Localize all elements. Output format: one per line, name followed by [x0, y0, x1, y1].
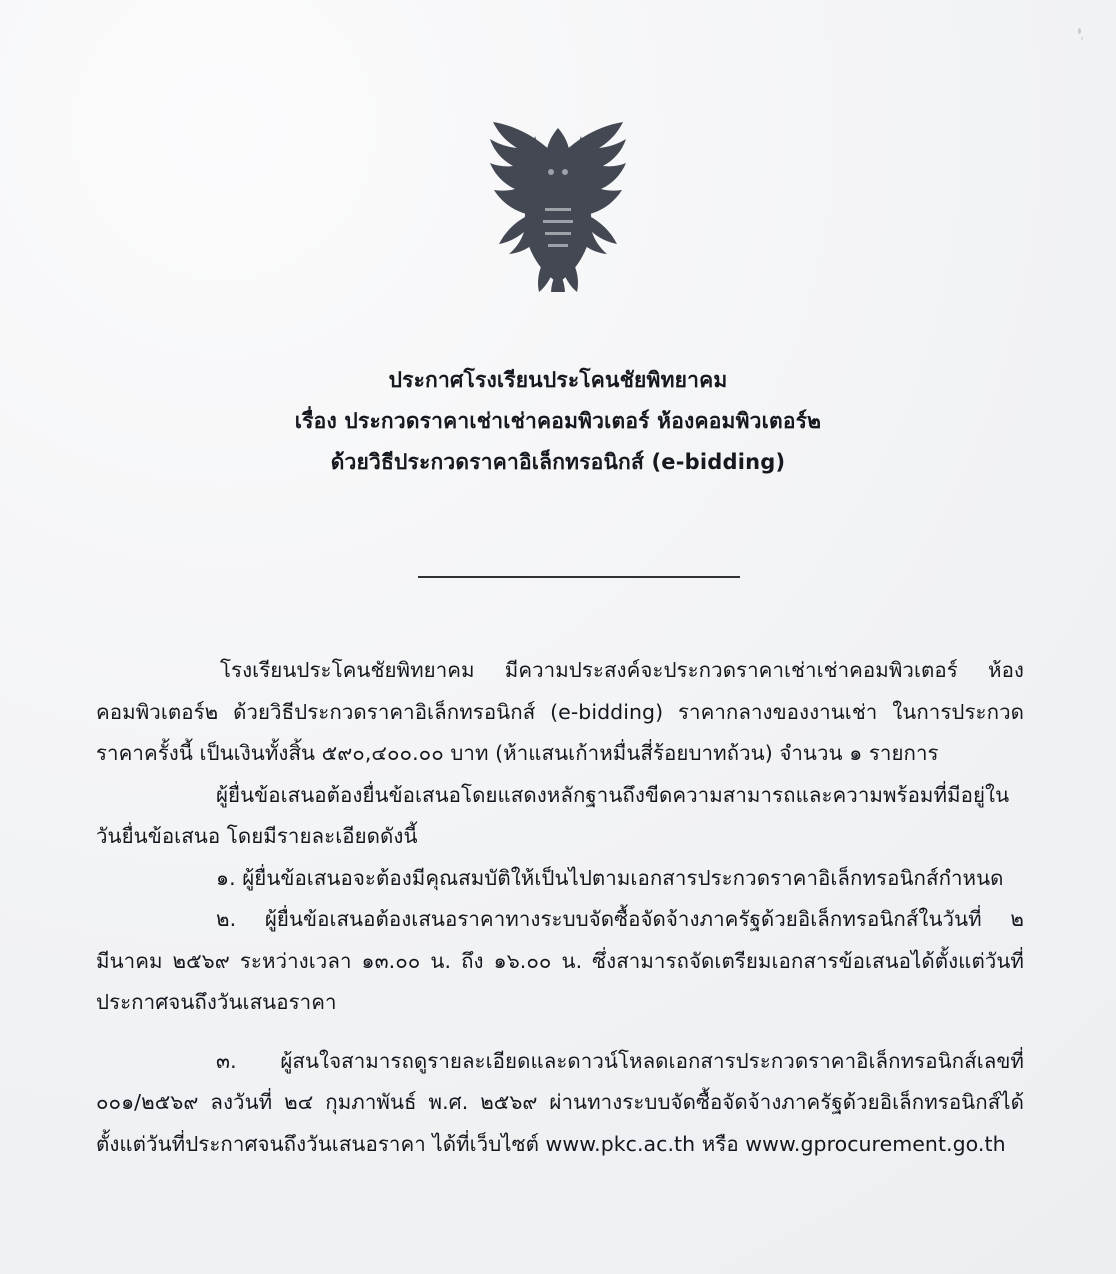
heading-line-3: ด้วยวิธีประกวดราคาอิเล็กทรอนิกส์ (e-bidding) — [330, 450, 786, 474]
heading-line-1: ประกาศโรงเรียนประโคนชัยพิทยาคม — [388, 368, 728, 392]
garuda-emblem-icon — [465, 112, 651, 292]
submission-paragraph: ผู้ยื่นข้อเสนอต้องยื่นข้อเสนอโดยแสดงหลักฐานถึงขีดความสามารถและความพร้อมที่มีอยู่ในวันยื่นข้อเสนอ โดยมีรายละเอียดดังนี้ — [96, 782, 1010, 848]
document-heading — [0, 360, 1116, 483]
heading-line-2: เรื่อง ประกวดราคาเช่าเช่าคอมพิวเตอร์ ห้องคอมพิวเตอร์๒ — [294, 409, 822, 433]
horizontal-divider — [418, 576, 740, 578]
intro-paragraph: โรงเรียนประโคนชัยพิทยาคม มีความประสงค์จะประกวดราคาเช่าเช่าคอมพิวเตอร์ ห้องคอมพิวเตอร์๒ ด้วยวิธีประกวดราคาอิเล็กทรอนิกส์ (e-bidding) ราคากลางของงานเช่า ในการประกวดราคาครั้งนี้ เป็นเงินทั้งสิ้น ๕๙๐,๔๐๐.๐๐ บาท (ห้าแสนเก้าหมื่นสี่ร้อยบาทถ้วน) จำนวน ๑ รายการ — [96, 658, 1024, 765]
emblem-container — [0, 112, 1116, 292]
scan-speck-icon — [1081, 37, 1083, 40]
clause-3: ๓. ผู้สนใจสามารถดูรายละเอียดและดาวน์โหลดเอกสารประกวดราคาอิเล็กทรอนิกส์เลขที่ ๐๐๑/๒๕๖๙ ลงวันที่ ๒๔ กุมภาพันธ์ พ.ศ. ๒๕๖๙ ผ่านทางระบบจัดซื้อจัดจ้างภาครัฐด้วยอิเล็กทรอนิกส์ได้ตั้งแต่วันที่ประกาศจนถึงวันเสนอราคา ได้ที่เว็บไซต์ www.pkc.ac.th หรือ www.gprocurement.go.th — [96, 1048, 1024, 1156]
clause-1: ๑. ผู้ยื่นข้อเสนอจะต้องมีคุณสมบัติให้เป็นไปตามเอกสารประกวดราคาอิเล็กทรอนิกส์กำหนด — [216, 865, 1004, 890]
clause-2: ๒. ผู้ยื่นข้อเสนอต้องเสนอราคาทางระบบจัดซื้อจัดจ้างภาครัฐด้วยอิเล็กทรอนิกส์ในวันที่ ๒ มีนาคม ๒๕๖๙ ระหว่างเวลา ๑๓.๐๐ น. ถึง ๑๖.๐๐ น. ซึ่งสามารถจัดเตรียมเอกสารข้อเสนอได้ตั้งแต่วันที่ประกาศจนถึงวันเสนอราคา — [96, 907, 1024, 1014]
scan-speck-icon — [1078, 28, 1081, 34]
document-body — [96, 650, 1024, 1165]
